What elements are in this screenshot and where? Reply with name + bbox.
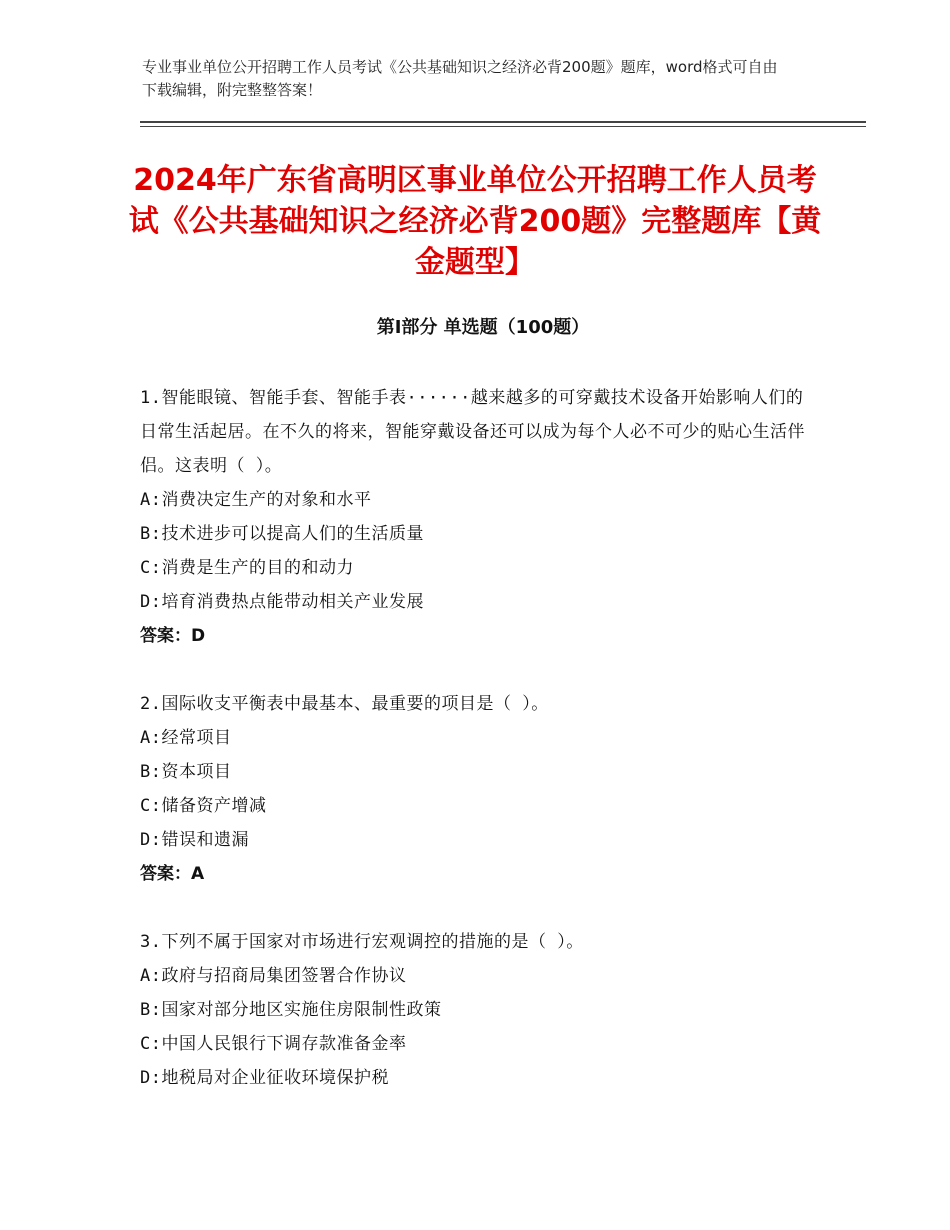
question-3 [140,925,820,1095]
header-divider-thin [140,126,866,127]
option-d: D:错误和遗漏 [140,830,249,850]
question-stem: 1.智能眼镜、智能手套、智能手表······越来越多的可穿戴技术设备开始影响人们的日常生活起居。在不久的将来，智能穿戴设备还可以成为每个人必不可少的贴心生活伴侣。这表明（ ）。 [140,388,805,476]
question-stem: 2.国际收支平衡表中最基本、最重要的项目是（ ）。 [140,694,549,714]
header-note: 专业事业单位公开招聘工作人员考试《公共基础知识之经济必背200题》题库，word格式可自由下载编辑，附完整整答案！ [142,58,778,99]
option-b: B:技术进步可以提高人们的生活质量 [140,524,424,544]
option-c: C:中国人民银行下调存款准备金率 [140,1034,407,1054]
question-2 [140,687,820,891]
option-c: C:消费是生产的目的和动力 [140,558,354,578]
option-b: B:国家对部分地区实施住房限制性政策 [140,1000,442,1020]
document-title: 2024年广东省高明区事业单位公开招聘工作人员考试《公共基础知识之经济必背200题》完整题库【黄金题型】 [128,163,822,280]
option-a: A:消费决定生产的对象和水平 [140,490,372,510]
question-1 [140,381,820,653]
option-c: C:储备资产增减 [140,796,267,816]
option-d: D:培育消费热点能带动相关产业发展 [140,592,424,612]
question-stem: 3.下列不属于国家对市场进行宏观调控的措施的是（ ）。 [140,932,584,952]
option-a: A:政府与招商局集团签署合作协议 [140,966,407,986]
answer: 答案：A [140,864,205,884]
option-d: D:地税局对企业征收环境保护税 [140,1068,389,1088]
answer: 答案：D [140,626,206,646]
option-a: A:经常项目 [140,728,232,748]
section-heading: 第Ⅰ部分 单选题（100题） [376,317,590,338]
header-divider-thick [140,121,866,123]
option-b: B:资本项目 [140,762,232,782]
